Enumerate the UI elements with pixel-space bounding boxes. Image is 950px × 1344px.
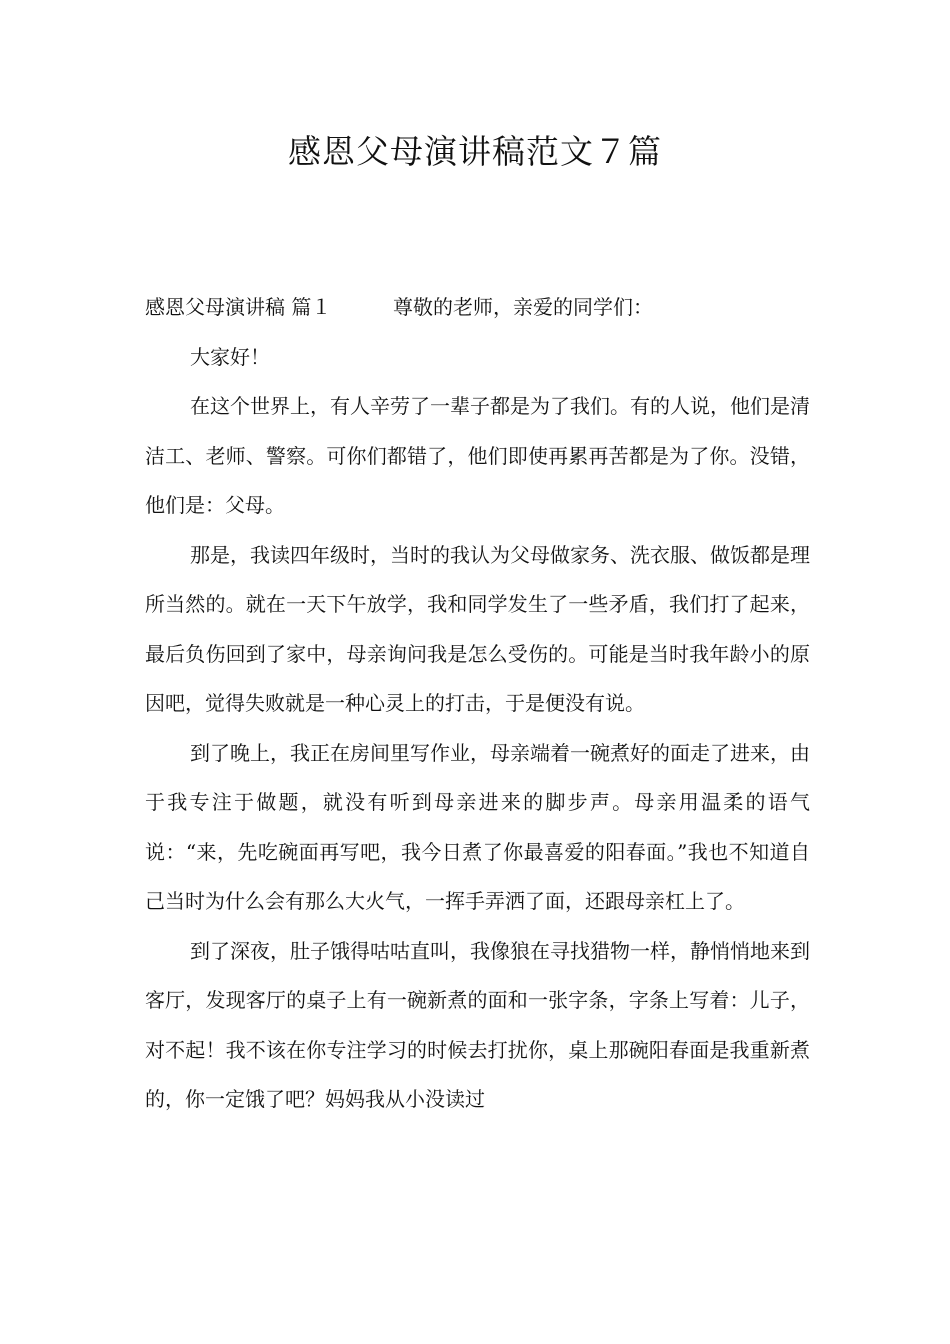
paragraph: 到了晚上，我正在房间里写作业，母亲端着一碗煮好的面走了进来，由于我专注于做题，就没有听到母亲进来的脚步声。母亲用温柔的语气说：“来，先吃碗面再写吧，我今日煮了你最喜爱的阳春面。”我也不知道自己当时为什么会有那么大火气，一挥手弄洒了面，还跟母亲杠上了。 [145, 740, 810, 913]
section-label: 感恩父母演讲稿 篇１ [145, 295, 332, 319]
salutation: 尊敬的老师，亲爱的同学们： [393, 295, 653, 319]
section-heading-line [145, 283, 810, 333]
document-body [145, 283, 810, 1125]
paragraph: 在这个世界上，有人辛劳了一辈子都是为了我们。有的人说，他们是清洁工、老师、警察。可你们都错了，他们即使再累再苦都是为了你。没错，他们是：父母。 [145, 394, 810, 517]
paragraph: 大家好！ [190, 344, 270, 369]
paragraph: 到了深夜，肚子饿得咕咕直叫，我像狼在寻找猎物一样，静悄悄地来到客厅，发现客厅的桌子上有一碗新煮的面和一张字条，字条上写着：儿子，对不起！我不该在你专注学习的时候去打扰你，桌上那碗阳春面是我重新煮的，你一定饿了吧？妈妈我从小没读过 [145, 938, 810, 1111]
paragraph: 那是，我读四年级时，当时的我认为父母做家务、洗衣服、做饭都是理所当然的。就在一天下午放学，我和同学发生了一些矛盾，我们打了起来，最后负伤回到了家中，母亲询问我是怎么受伤的。可能是当时我年龄小的原因吧，觉得失败就是一种心灵上的打击，于是便没有说。 [145, 542, 810, 715]
document-title: 感恩父母演讲稿范文７篇 [288, 132, 662, 171]
